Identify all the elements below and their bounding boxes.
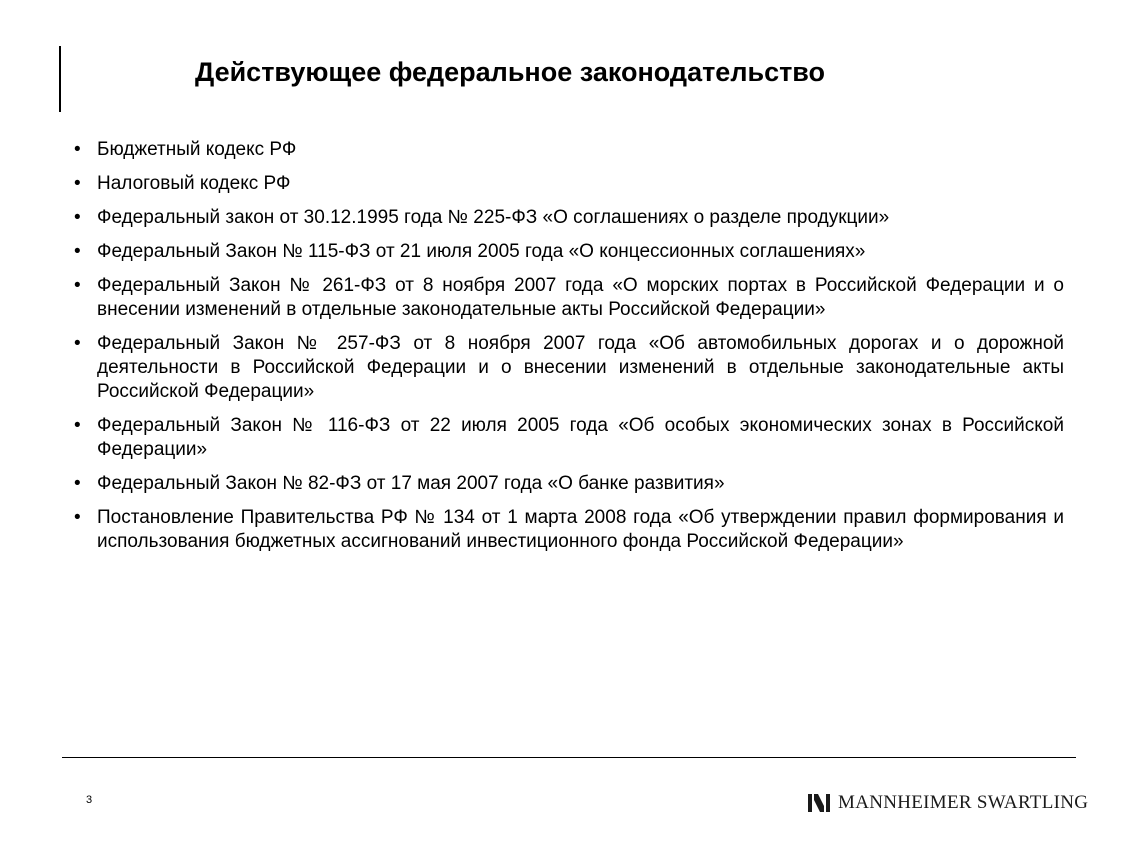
list-item [74,138,1064,162]
list-item [74,274,1064,322]
list-item-text: Федеральный закон от 30.12.1995 года № 225-ФЗ «О соглашениях о разделе продукции» [97,207,890,228]
legislation-list [74,138,1064,564]
company-logo [808,788,1088,818]
list-item-text: Федеральный Закон № 82-ФЗ от 17 мая 2007 года «О банке развития» [97,473,725,494]
bullet-icon: • [74,333,81,354]
list-item [74,414,1064,462]
bullet-icon: • [74,207,81,228]
list-item-text: Бюджетный кодекс РФ [97,139,297,160]
list-item [74,332,1064,404]
list-item [74,172,1064,196]
list-item [74,240,1064,264]
bullet-icon: • [74,275,81,296]
list-item-text: Постановление Правительства РФ № 134 от 1 марта 2008 года «Об утверждении правил формирования и использования бюджетных ассигнований инвестиционного фонда Российской Федерации» [97,507,1064,552]
bullet-icon: • [74,473,81,494]
footer-divider [62,757,1076,758]
bullet-icon: • [74,241,81,262]
list-item [74,206,1064,230]
list-item-text: Налоговый кодекс РФ [97,173,291,194]
page-number: 3 [86,794,93,806]
list-item [74,472,1064,496]
bullet-icon: • [74,507,81,528]
logo-text: MANNHEIMER SWARTLING [838,792,1089,813]
list-item-text: Федеральный Закон № 257-ФЗ от 8 ноября 2007 года «Об автомобильных дорогах и о дорожной деятельности в Российской Федерации и о внесении изменений в отдельные законодательные акты Российской Федерации» [97,333,1064,402]
page-title: Действующее федеральное законодательство [195,57,826,87]
ms-logo-mark-icon [808,792,830,814]
bullet-icon: • [74,415,81,436]
list-item-text: Федеральный Закон № 261-ФЗ от 8 ноября 2007 года «О морских портах в Российской Федерации и о внесении изменений в отдельные законодательные акты Российской Федерации» [97,275,1064,320]
bullet-icon: • [74,173,81,194]
bullet-icon: • [74,139,81,160]
list-item [74,506,1064,554]
title-accent-rule [59,46,61,112]
list-item-text: Федеральный Закон № 116-ФЗ от 22 июля 2005 года «Об особых экономических зонах в Российской Федерации» [97,415,1064,460]
list-item-text: Федеральный Закон № 115-ФЗ от 21 июля 2005 года «О концессионных соглашениях» [97,241,866,262]
